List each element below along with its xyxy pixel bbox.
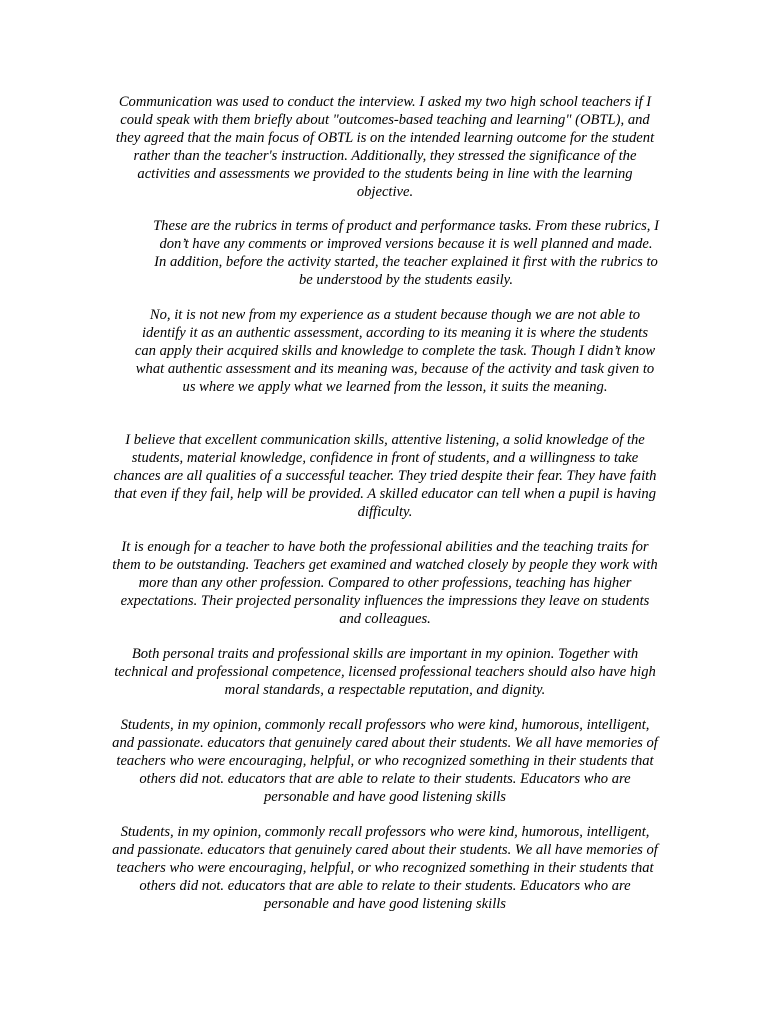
- paragraph-personal-traits: Both personal traits and professional skills are important in my opinion. Together with technical and professional competence, licensed professional teachers should also have high moral standards, a respectable reputation, and dignity.: [114, 646, 656, 698]
- paragraph-authentic-assessment: No, it is not new from my experience as a student because though we are not able to identify it as an authentic assessment, according to its meaning it is where the students can apply their acquired skills and knowledge to complete the task. Though I didn’t know what authentic assessment and its meaning was, because of the activity and task given to us where we apply what we learned from the lesson, it suits the meaning.: [134, 307, 656, 395]
- paragraph-memorable-teachers-repeat: Students, in my opinion, commonly recall professors who were kind, humorous, intelligent, and passionate. educators that genuinely cared about their students. We all have memories of teachers who were encouraging, helpful, or who recognized something in their students that others did not. educators that are able to relate to their students. Educators who are personable and have good listening skills: [112, 824, 658, 912]
- paragraph-interview-communication: Communication was used to conduct the interview. I asked my two high school teachers if I could speak with them briefly about "outcomes-based teaching and learning" (OBTL), and they agreed that the main focus of OBTL is on the intended learning outcome for the student rather than the teacher's instruction. Additionally, they stressed the significance of the activities and assessments we provided to the students being in line with the learning objective.: [115, 94, 655, 200]
- paragraph-successful-teacher-qualities: I believe that excellent communication skills, attentive listening, a solid knowledge of the students, material knowledge, confidence in front of students, and a willingness to take chances are all qualities of a successful teacher. They tried despite their fear. They have faith that even if they fail, help will be provided. A skilled educator can tell when a pupil is having difficulty.: [113, 432, 657, 520]
- paragraph-memorable-teachers: Students, in my opinion, commonly recall professors who were kind, humorous, intelligent, and passionate. educators that genuinely cared about their students. We all have memories of teachers who were encouraging, helpful, or who recognized something in their students that others did not. educators that are able to relate to their students. Educators who are personable and have good listening skills: [112, 717, 658, 805]
- paragraph-rubrics: These are the rubrics in terms of product and performance tasks. From these rubrics, I don’t have any comments or improved versions because it is well planned and made. In addition, before the activity started, the teacher explained it first with the rubrics to be understood by the students easily.: [153, 218, 659, 288]
- paragraph-professional-abilities: It is enough for a teacher to have both the professional abilities and the teaching traits for them to be outstanding. Teachers get examined and watched closely by people they work with more than any other profession. Compared to other professions, teaching has higher expectations. Their projected personality influences the impressions they leave on students and colleagues.: [112, 539, 658, 627]
